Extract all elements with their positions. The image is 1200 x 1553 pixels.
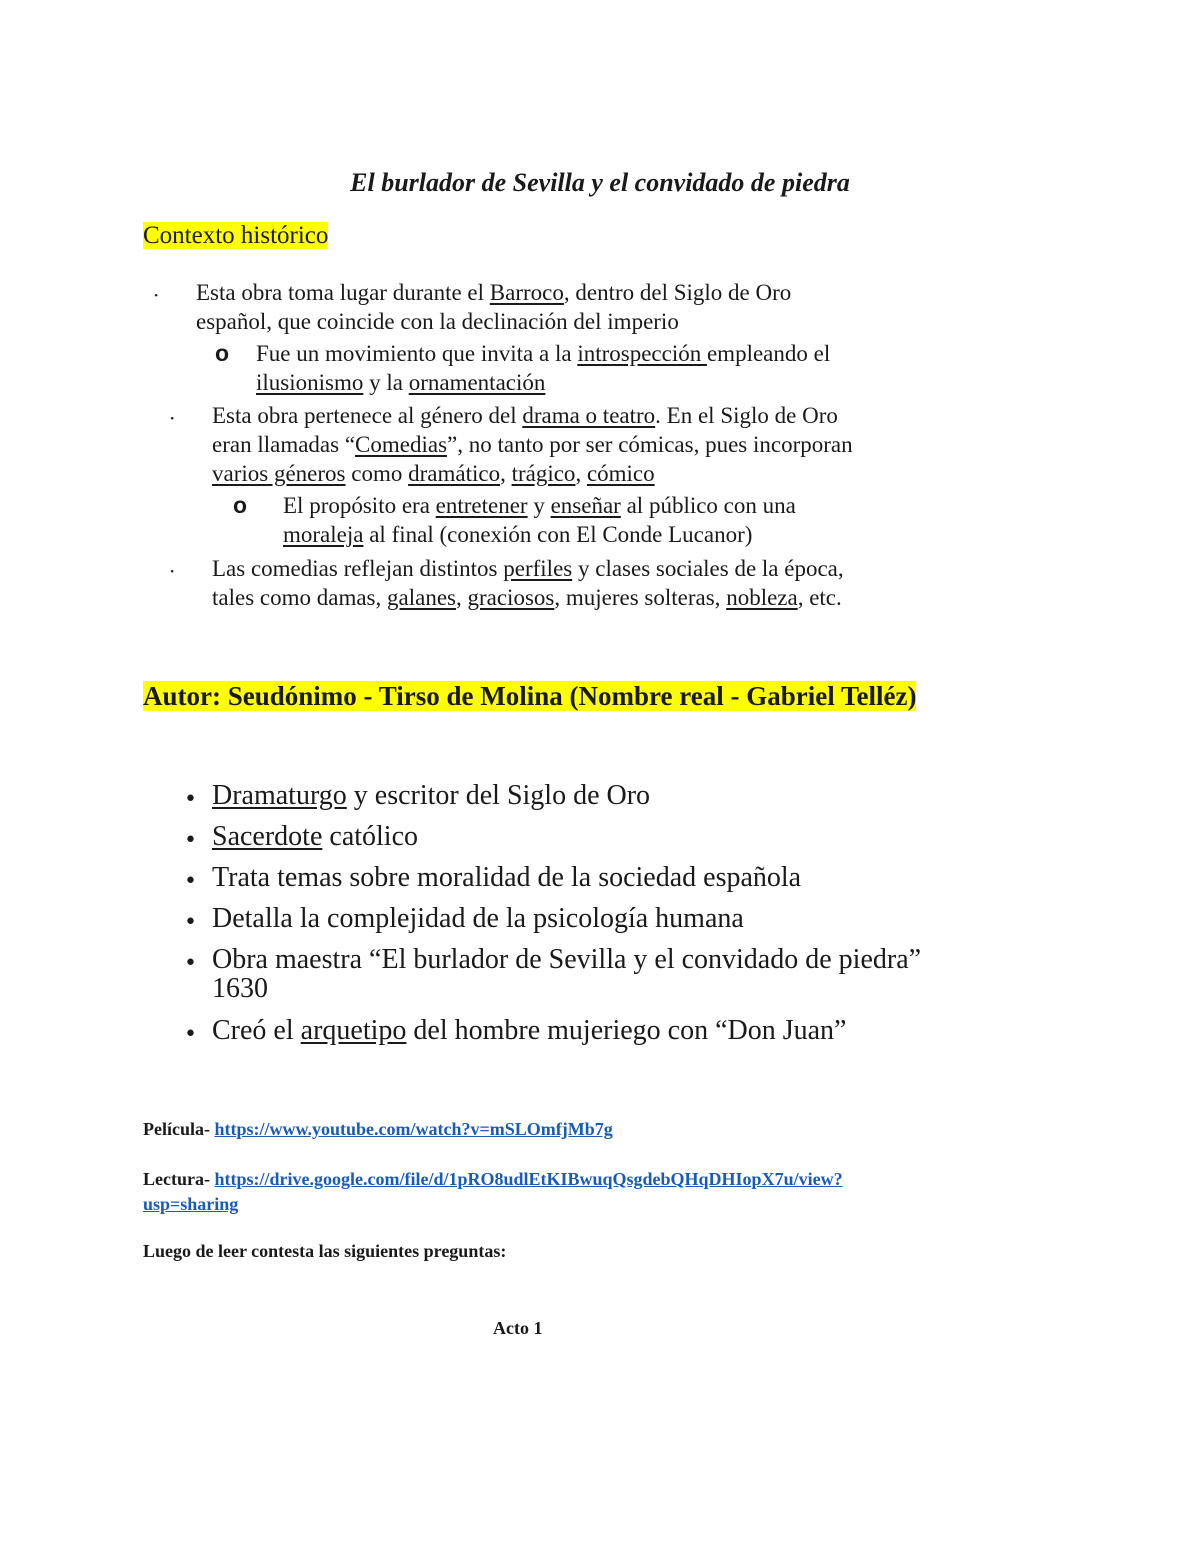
context-heading: Contexto histórico xyxy=(143,222,329,249)
document-title: El burlador de Sevilla y el convidado de piedra xyxy=(350,168,850,197)
pelicula-line: Película- https://www.youtube.com/watch?v=mSLOmfjMb7g xyxy=(143,1119,613,1139)
bullet-icon: • xyxy=(184,869,197,894)
lectura-link-continued[interactable]: usp=sharing xyxy=(143,1194,239,1214)
author-item-5: Obra maestra “El burlador de Sevilla y el convidado de piedra” 1630 xyxy=(212,944,922,1004)
author-item-2: Sacerdote católico xyxy=(212,821,419,852)
context-bullet-3: Las comedias reflejan distintos perfiles y clases sociales de la época, tales como damas, galanes, graciosos, mujeres solteras, nobleza, etc. xyxy=(212,556,844,610)
author-item-6: Creó el arquetipo del hombre mujeriego con “Don Juan” xyxy=(212,1015,847,1046)
bullet-icon: • xyxy=(184,910,197,935)
lectura-line: Lectura- https://drive.google.com/file/d/1pRO8udlEtKIBwuqQsgdebQHqDHIopX7u/view? usp=sharing xyxy=(143,1169,843,1214)
sub-bullet-o-icon: o xyxy=(215,340,230,366)
pelicula-link[interactable]: https://www.youtube.com/watch?v=mSLOmfjMb7g xyxy=(214,1119,613,1139)
instruction-text: Luego de leer contesta las siguientes preguntas: xyxy=(143,1241,507,1261)
bullet-icon: • xyxy=(184,787,197,812)
author-item-1: Dramaturgo y escritor del Siglo de Oro xyxy=(212,780,651,811)
bullet-dot-icon: · xyxy=(169,559,176,583)
bullet-dot-icon: · xyxy=(153,283,160,307)
author-heading: Autor: Seudónimo - Tirso de Molina (Nombre real - Gabriel Telléz) xyxy=(143,681,917,711)
bullet-icon: • xyxy=(184,828,197,853)
act-heading: Acto 1 xyxy=(493,1318,543,1338)
context-bullet-1: Esta obra toma lugar durante el Barroco, dentro del Siglo de Oro español, que coincide con la declinación del imperio xyxy=(196,280,792,334)
sub-bullet-o-icon: o xyxy=(233,492,248,518)
context-sub-bullet-1: Fue un movimiento que invita a la introspección empleando el ilusionismo y la ornamentación xyxy=(256,341,831,395)
bullet-icon: • xyxy=(184,951,197,976)
context-bullet-2: Esta obra pertenece al género del drama o teatro. En el Siglo de Oro eran llamadas “Comedias”, no tanto por ser cómicas, pues incorporan varios géneros como dramático, trágico, cómico xyxy=(212,403,853,486)
lectura-link[interactable]: https://drive.google.com/file/d/1pRO8udlEtKIBwuqQsgdebQHqDHIopX7u/view? xyxy=(214,1169,843,1189)
author-item-4: Detalla la complejidad de la psicología humana xyxy=(212,903,744,934)
author-item-3: Trata temas sobre moralidad de la sociedad española xyxy=(212,862,802,893)
bullet-dot-icon: · xyxy=(169,406,176,430)
bullet-icon: • xyxy=(184,1022,197,1047)
context-sub-bullet-2: El propósito era entretener y enseñar al público con una moraleja al final (conexión con El Conde Lucanor) xyxy=(283,493,796,547)
